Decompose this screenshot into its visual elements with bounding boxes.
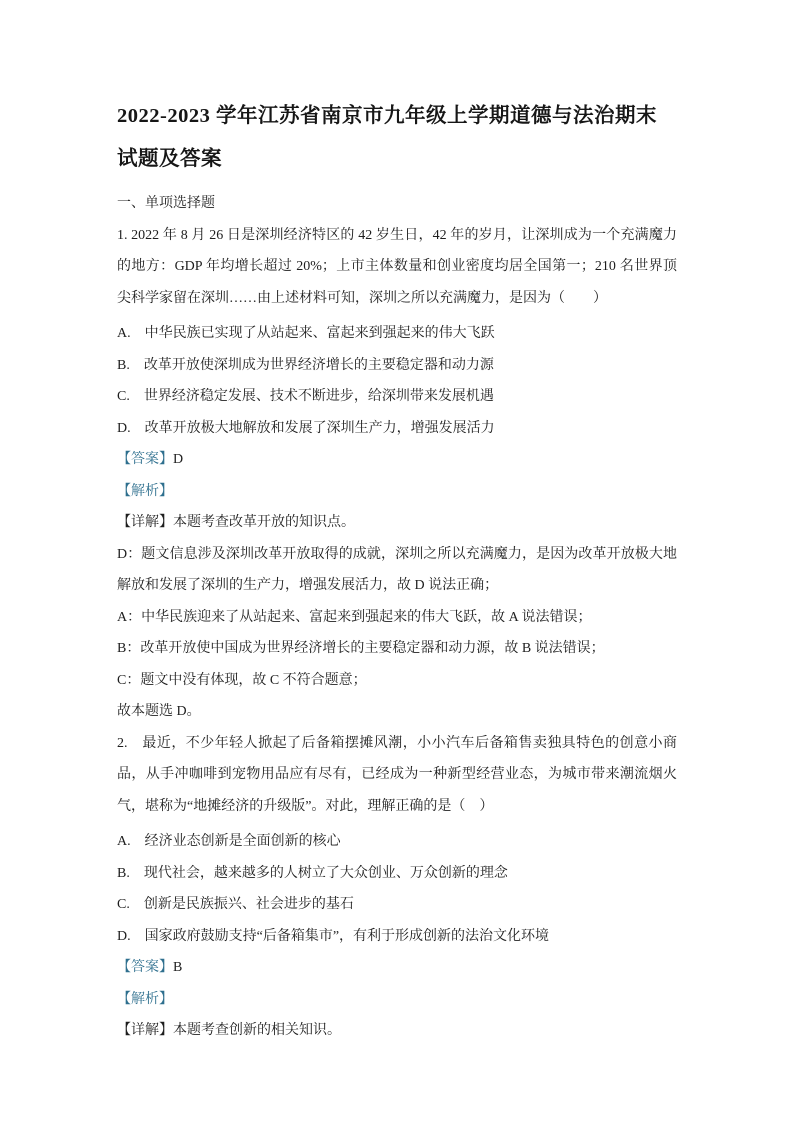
question-2-stem: 2. 最近，不少年轻人掀起了后备箱摆摊风潮，小小汽车后备箱售卖独具特色的创意小商品，从手冲咖啡到宠物用品应有尽有，已经成为一种新型经营业态，为城市带来潮流烟火气，堪称为“地摊经济的升级版”。对此，理解正确的是（ ） (117, 735, 677, 814)
question-1-conclusion: 故本题选 D。 (117, 704, 201, 719)
question-2 (117, 728, 677, 1047)
document-title (117, 95, 677, 181)
detail-label: 【详解】 (117, 515, 173, 530)
question-2-option-c: C. 创新是民族振兴、社会进步的基石 (117, 897, 354, 912)
question-2-option-a: A. 经济业态创新是全面创新的核心 (117, 834, 341, 849)
question-1-answer-row (117, 444, 677, 476)
question-1-explanation-a: A：中华民族迎来了从站起来、富起来到强起来的伟大飞跃，故 A 说法错误； (117, 609, 592, 625)
question-1-options (117, 318, 677, 444)
answer-label: 【答案】 (117, 452, 173, 467)
document-title-line-1: 2022-2023 学年江苏省南京市九年级上学期道德与法治期末 (117, 105, 657, 127)
question-1-analysis-row (117, 476, 677, 508)
document-content (117, 0, 677, 1047)
question-1-explanation-d: D：题文信息涉及深圳改革开放取得的成就，深圳之所以充满魔力，是因为改革开放极大地解放和发展了深圳的生产力，增强发展活力，故 D 说法正确； (117, 546, 677, 593)
question-1-option-b: B. 改革开放使深圳成为世界经济增长的主要稳定器和动力源 (117, 357, 494, 373)
question-1-explanation-b: B：改革开放使中国成为世界经济增长的主要稳定器和动力源，故 B 说法错误； (117, 641, 605, 656)
question-1-option-a: A. 中华民族已实现了从站起来、富起来到强起来的伟大飞跃 (117, 326, 495, 341)
question-1 (117, 220, 677, 728)
answer-value: D (173, 452, 184, 467)
question-1-explanation-c: C：题文中没有体现，故 C 不符合题意； (117, 672, 367, 688)
question-1-stem: 1. 2022 年 8 月 26 日是深圳经济特区的 42 岁生日，42 年的岁月，让深圳成为一个充满魔力的地方：GDP 年均增长超过 20%；上市主体数量和创业密度均居全国第一；210 名世界顶尖科学家留在深圳……由上述材料可知，深圳之所以充满魔力，是因为（ ） (117, 227, 677, 306)
document-title-line-2: 试题及答案 (117, 148, 222, 170)
question-1-option-c: C. 世界经济稳定发展、技术不断进步，给深圳带来发展机遇 (117, 389, 494, 404)
question-2-option-d: D. 国家政府鼓励支持“后备箱集市”，有利于形成创新的法治文化环境 (117, 928, 550, 944)
question-2-option-b: B. 现代社会，越来越多的人树立了大众创业、万众创新的理念 (117, 865, 508, 881)
analysis-label: 【解析】 (117, 483, 173, 499)
detail-label: 【详解】 (117, 1023, 173, 1038)
question-1-answer-block (117, 444, 677, 728)
question-2-detail-row (117, 1015, 677, 1047)
section-heading: 一、单项选择题 (117, 196, 215, 211)
detail-intro: 本题考查改革开放的知识点。 (173, 515, 355, 530)
question-2-analysis-row (117, 984, 677, 1016)
question-2-answer-row (117, 952, 677, 984)
question-2-options (117, 826, 677, 952)
analysis-label: 【解析】 (117, 991, 173, 1007)
question-1-option-d: D. 改革开放极大地解放和发展了深圳生产力，增强发展活力 (117, 420, 495, 436)
answer-label: 【答案】 (117, 960, 173, 975)
detail-intro: 本题考查创新的相关知识。 (173, 1023, 341, 1038)
answer-value: B (173, 960, 183, 975)
question-1-detail-row (117, 507, 677, 539)
question-2-answer-block (117, 952, 677, 1047)
